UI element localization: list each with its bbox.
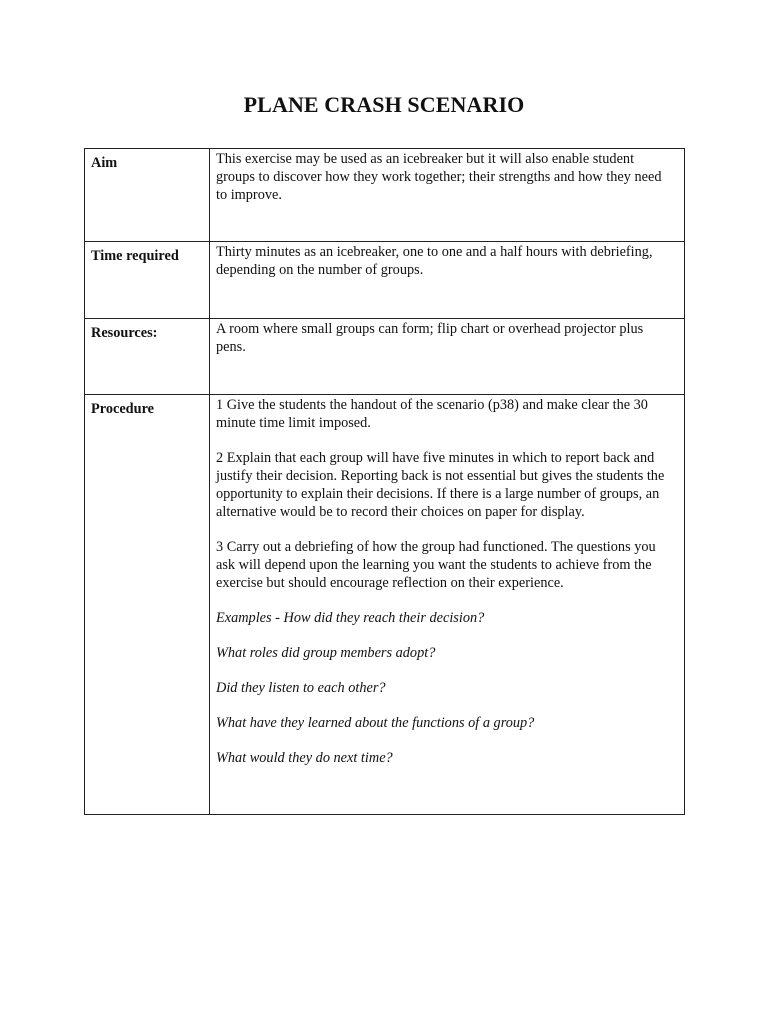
- table-row-aim: [85, 149, 685, 242]
- scenario-table: [84, 148, 685, 815]
- debrief-question: What would they do next time?: [216, 750, 393, 766]
- row-label-procedure: Procedure: [85, 395, 210, 815]
- debrief-question: What roles did group members adopt?: [216, 645, 436, 661]
- row-content-procedure: [210, 395, 685, 815]
- table-row-resources: [85, 319, 685, 395]
- aim-text: This exercise may be used as an icebreaker but it will also enable student groups to discover how they work together; their strengths and how they need to improve.: [216, 151, 662, 203]
- debrief-question: Did they listen to each other?: [216, 680, 386, 696]
- row-label-resources: Resources:: [85, 319, 210, 395]
- row-label-aim: Aim: [85, 149, 210, 242]
- procedure-step-2: 2 Explain that each group will have five minutes in which to report back and justify their decision. Reporting back is not essential but gives the students the opportunity to explain their decisions. If there is a large number of groups, an alternative would be to record their choices on paper for display.: [216, 450, 665, 520]
- page-title: PLANE CRASH SCENARIO: [243, 92, 525, 117]
- procedure-step-1: 1 Give the students the handout of the scenario (p38) and make clear the 30 minute time limit imposed.: [216, 397, 648, 431]
- procedure-step-3: 3 Carry out a debriefing of how the group had functioned. The questions you ask will depend upon the learning you want the students to achieve from the exercise but should encourage reflection on their experience.: [216, 539, 656, 591]
- time-required-text: Thirty minutes as an icebreaker, one to one and a half hours with debriefing, depending on the number of groups.: [216, 244, 653, 278]
- debrief-question: What have they learned about the functions of a group?: [216, 715, 535, 731]
- debrief-question: Examples - How did they reach their decision?: [216, 610, 485, 626]
- row-content-aim: [210, 149, 685, 242]
- resources-text: A room where small groups can form; flip chart or overhead projector plus pens.: [216, 321, 644, 355]
- row-label-time-required: Time required: [85, 242, 210, 319]
- table-row-time-required: [85, 242, 685, 319]
- row-content-time-required: [210, 242, 685, 319]
- row-content-resources: [210, 319, 685, 395]
- table-row-procedure: [85, 395, 685, 815]
